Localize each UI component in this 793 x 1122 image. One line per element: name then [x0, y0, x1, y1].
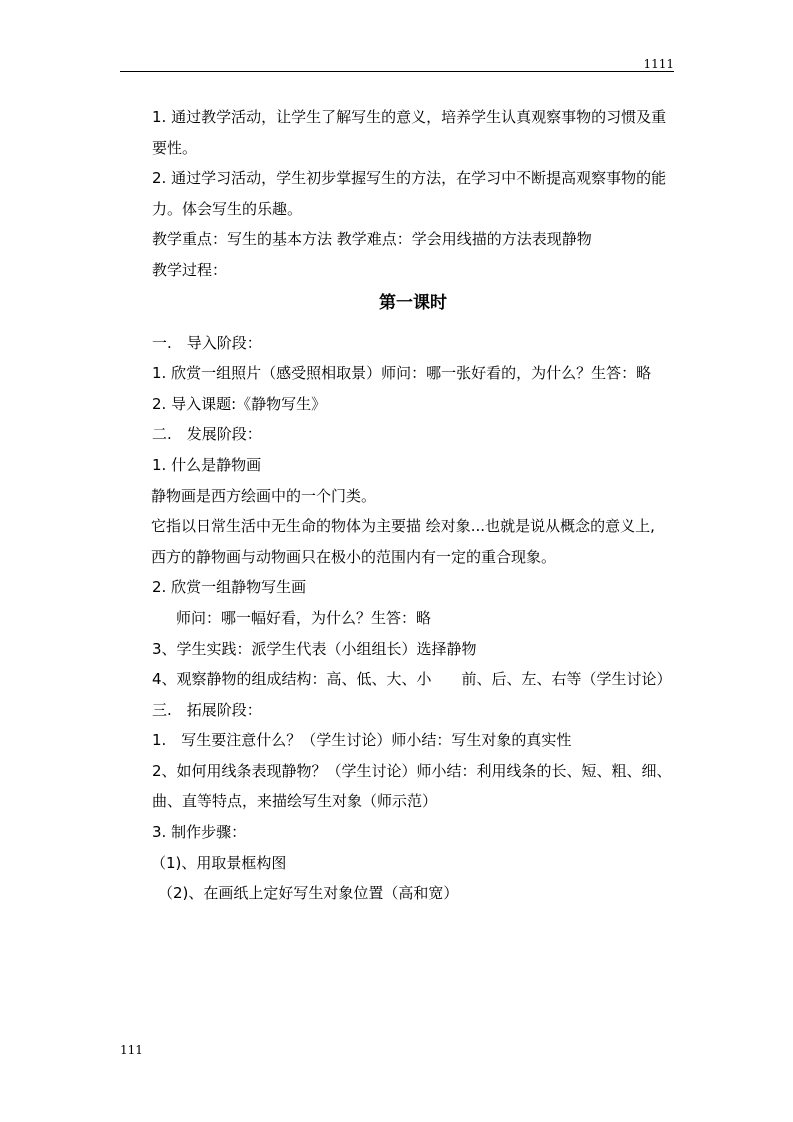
body-paragraph: 1. 什么是静物画 — [152, 455, 262, 474]
body-paragraph: 3、学生实践：派学生代表（小组组长）选择静物 — [152, 639, 477, 658]
stage-heading-extend: 三. 拓展阶段： — [152, 700, 262, 719]
document-body — [151, 102, 682, 909]
body-paragraph: 师问：哪一幅好看，为什么？生答：略 — [176, 608, 432, 627]
body-paragraph: 3. 制作步骤： — [152, 823, 247, 842]
section-title: 第一课时 — [379, 292, 447, 313]
body-paragraph: 2. 导入课题:《静物写生》 — [152, 394, 327, 413]
key-points: 教学重点：写生的基本方法 教学难点：学会用线描的方法表现静物 — [152, 230, 592, 249]
process-label: 教学过程： — [152, 260, 228, 279]
objective-1: 1. 通过教学活动，让学生了解写生的意义，培养学生认真观察事物的习惯及重 要性。 — [152, 108, 682, 157]
stage-heading-intro: 一. 导入阶段： — [152, 333, 262, 352]
body-paragraph: 西方的静物画与动物画只在极小的范围内有一定的重合现象。 — [151, 547, 557, 566]
body-paragraph: 2. 欣赏一组静物写生画 — [152, 578, 307, 597]
header-rule — [120, 71, 674, 72]
objective-2: 2. 通过学习活动，学生初步掌握写生的方法，在学习中不断提高观察事物的能力。体会写生的乐趣。 — [152, 169, 667, 218]
step-item: （2)、在画纸上定好写生对象位置（高和宽） — [158, 884, 459, 903]
body-paragraph: 静物画是西方绘画中的一个门类。 — [151, 486, 377, 505]
body-paragraph: 4、观察静物的组成结构：高、低、大、小 前、后、左、右等（学生讨论） — [152, 670, 672, 689]
body-paragraph: 1. 欣赏一组照片（感受照相取景）师问：哪一张好看的，为什么？生答：略 — [152, 364, 652, 383]
step-item: （1)、用取景框构图 — [151, 853, 287, 872]
footer-page-number: 111 — [120, 1043, 143, 1057]
body-paragraph: 它指以日常生活中无生命的物体为主要描 绘对象...也就是说从概念的意义上, — [151, 517, 655, 536]
body-paragraph: 1. 写生要注意什么？（学生讨论）师小结：写生对象的真实性 — [152, 731, 572, 750]
stage-heading-develop: 二. 发展阶段： — [152, 425, 262, 444]
header-page-number: 1111 — [643, 57, 674, 71]
body-paragraph: 2、如何用线条表现静物？（学生讨论）师小结：利用线条的长、短、粗、细、曲、直等特点，来描绘写生对象（师示范） — [152, 761, 672, 811]
